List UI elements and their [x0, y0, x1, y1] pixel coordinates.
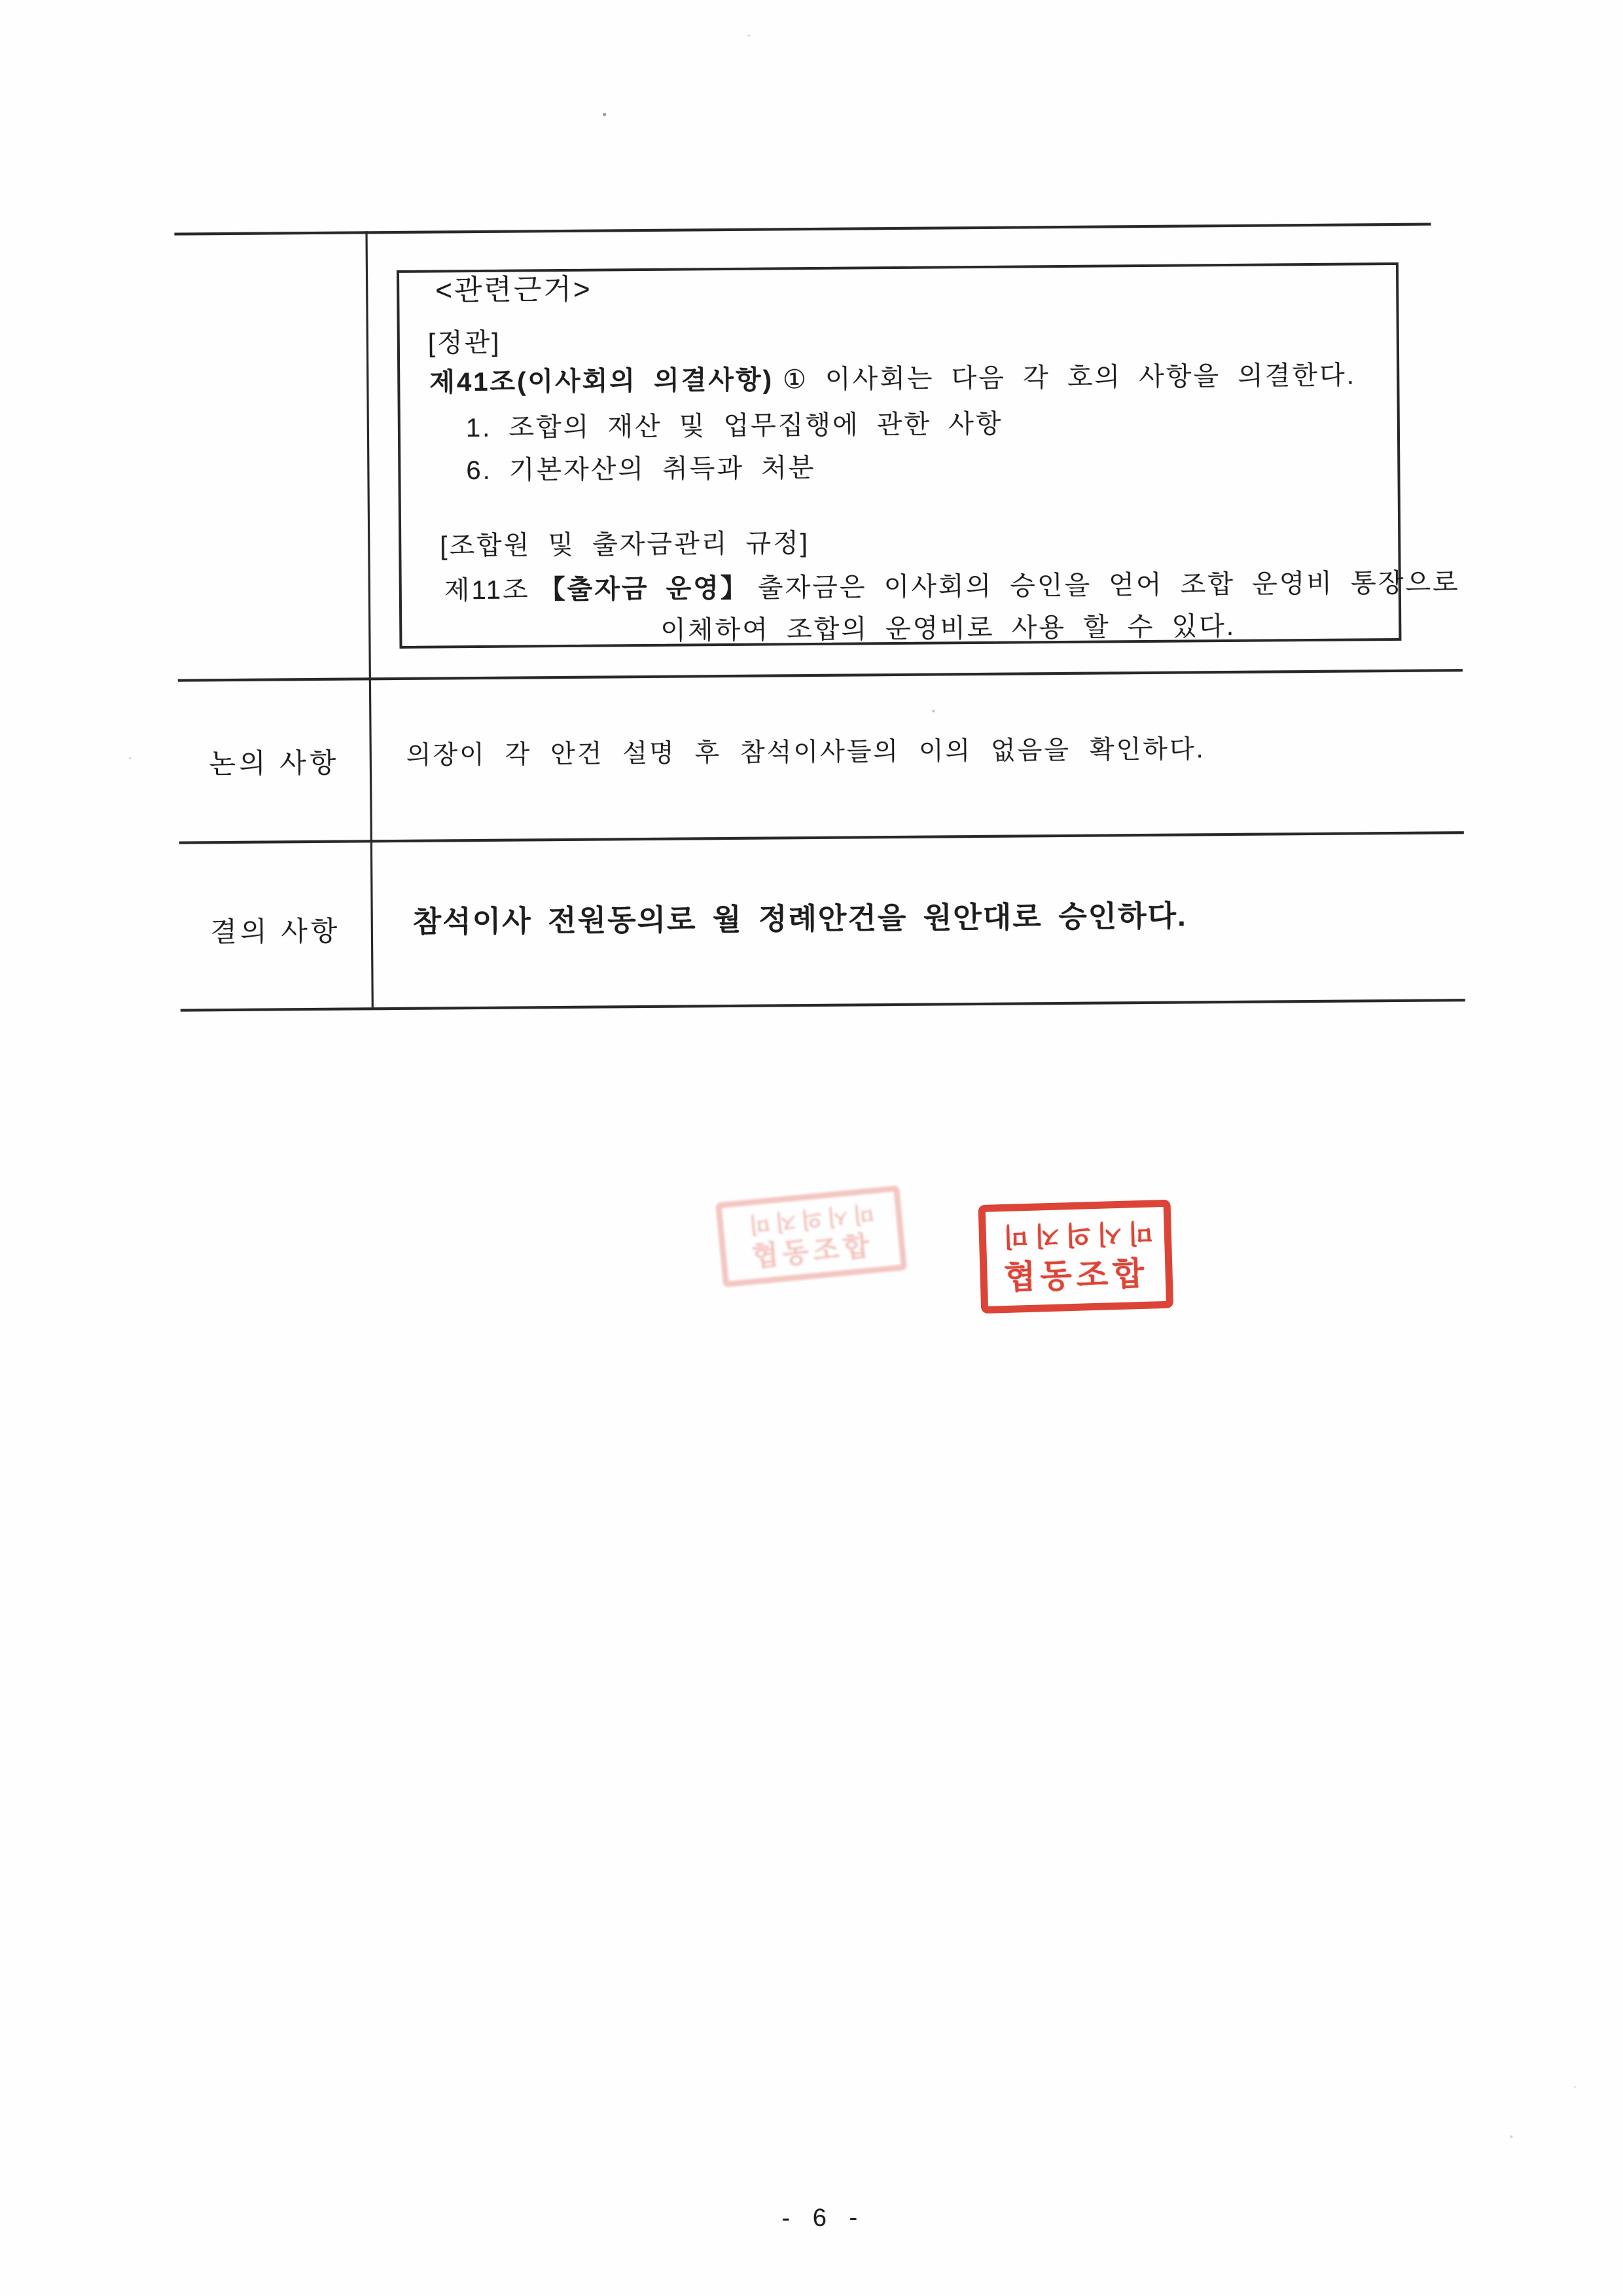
cooperative-seal-stamp: [978, 1200, 1174, 1314]
clause-41-item-1: 1. 조합의 재산 및 업무집행에 관한 사항: [465, 409, 1003, 443]
scan-speck: [1510, 2136, 1512, 2138]
row-content-resolution: 참석이사 전원동의로 월 정례안건을 원안대로 승인하다.: [412, 899, 1187, 939]
scan-speck: [603, 113, 606, 116]
clause-11-title: 【출자금 운영】: [539, 573, 749, 605]
scan-speck: [129, 757, 132, 759]
seal-bottom-row: 협동조합: [750, 1230, 875, 1272]
seal-stylized-top-row: 미시의지미: [997, 1217, 1154, 1251]
clause-41-title: 제41조(이사회의 의결사항): [429, 365, 774, 397]
seal-bottom-row: 협동조합: [1003, 1255, 1150, 1297]
reference-box-title: <관련근거>: [435, 273, 592, 307]
row-content-discussion: 의장이 각 안건 설명 후 참석이사들의 이의 없음을 확인하다.: [406, 735, 1205, 770]
page-number: - 6 -: [781, 2204, 866, 2233]
scan-speck: [1574, 2086, 1577, 2088]
scan-speck: [747, 35, 750, 37]
cooperative-seal-faint-impression: [715, 1185, 907, 1287]
seal-stylized-top-row: 미시의지미: [743, 1200, 876, 1238]
clause-11-body: 출자금은 이사회의 승인을 얻어 조합 운영비 통장으로: [757, 568, 1460, 603]
clause-11-body-continued: 이체하여 조합의 운영비로 사용 할 수 있다.: [660, 611, 1236, 645]
row-label-discussion: 논의 사항: [209, 747, 340, 780]
scan-speck: [932, 710, 935, 713]
fund-regulation-heading: [조합원 및 출자금관리 규정]: [440, 529, 810, 561]
clause-41-item-6: 6. 기본자산의 취득과 처분: [466, 453, 816, 486]
table-column-divider: [366, 231, 374, 1007]
articles-of-association-heading: [정관]: [427, 328, 501, 358]
table-rule-top: [175, 223, 1431, 236]
clause-11-number: 제11조: [444, 575, 530, 605]
clause-41-body: ① 이사회는 다음 각 호의 사항을 의결한다.: [782, 361, 1357, 395]
row-label-resolution: 결의 사항: [210, 915, 341, 948]
